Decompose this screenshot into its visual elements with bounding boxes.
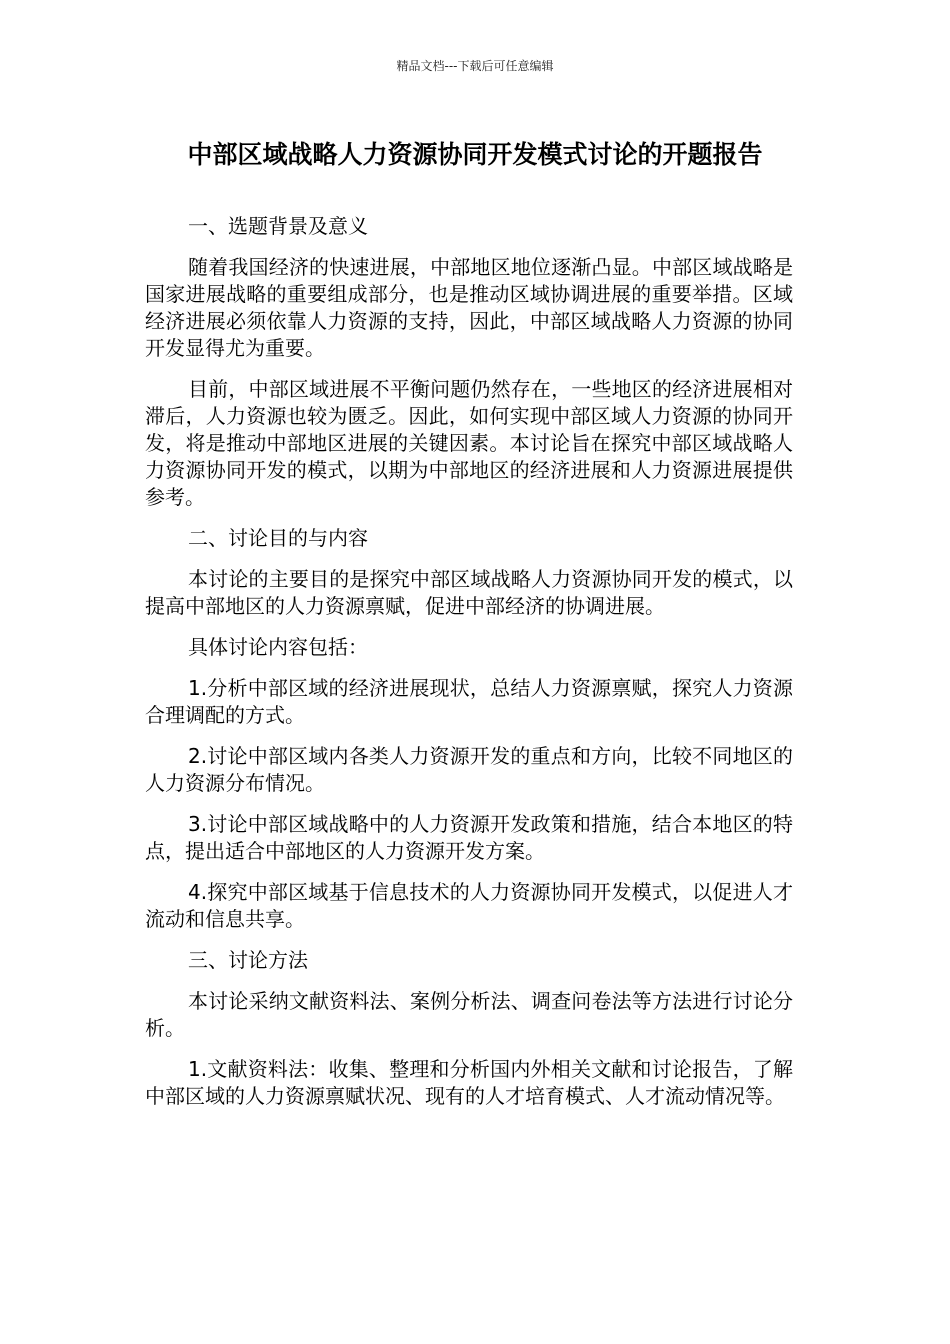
document-body [145,213,793,1124]
paragraph: 目前，中部区域进展不平衡问题仍然存在，一些地区的经济进展相对滞后，人力资源也较为匮乏。因此，如何实现中部区域人力资源的协同开发，将是推动中部地区进展的关键因素。本讨论旨在探究中部区域战略人力资源协同开发的模式，以期为中部地区的经济进展和人力资源进展提供参考。 [145,377,793,509]
list-item: 2.讨论中部区域内各类人力资源开发的重点和方向，比较不同地区的人力资源分布情况。 [145,744,793,795]
list-item: 4.探究中部区域基于信息技术的人力资源协同开发模式，以促进人才流动和信息共享。 [145,880,793,931]
paragraph: 具体讨论内容包括： [188,635,368,659]
section-heading-purpose: 二、讨论目的与内容 [188,526,368,550]
section-heading-method: 三、讨论方法 [188,948,308,972]
list-item: 1.文献资料法：收集、整理和分析国内外相关文献和讨论报告，了解中部区域的人力资源禀赋状况、现有的人才培育模式、人才流动情况等。 [145,1057,793,1108]
list-item: 3.讨论中部区域战略中的人力资源开发政策和措施，结合本地区的特点，提出适合中部地区的人力资源开发方案。 [145,812,793,863]
paragraph: 本讨论的主要目的是探究中部区域战略人力资源协同开发的模式，以提高中部地区的人力资源禀赋，促进中部经济的协调进展。 [145,567,793,618]
paragraph: 本讨论采纳文献资料法、案例分析法、调查问卷法等方法进行讨论分析。 [145,989,793,1040]
paragraph: 随着我国经济的快速进展，中部地区地位逐渐凸显。中部区域战略是国家进展战略的重要组成部分，也是推动区域协调进展的重要举措。区域经济进展必须依靠人力资源的支持，因此，中部区域战略人力资源的协同开发显得尤为重要。 [145,255,793,360]
section-heading-background: 一、选题背景及意义 [188,214,368,238]
document-title: 中部区域战略人力资源协同开发模式讨论的开题报告 [187,140,763,169]
list-item: 1.分析中部区域的经济进展现状，总结人力资源禀赋，探究人力资源合理调配的方式。 [145,676,793,727]
header-note: 精品文档---下载后可任意编辑 [396,59,554,73]
